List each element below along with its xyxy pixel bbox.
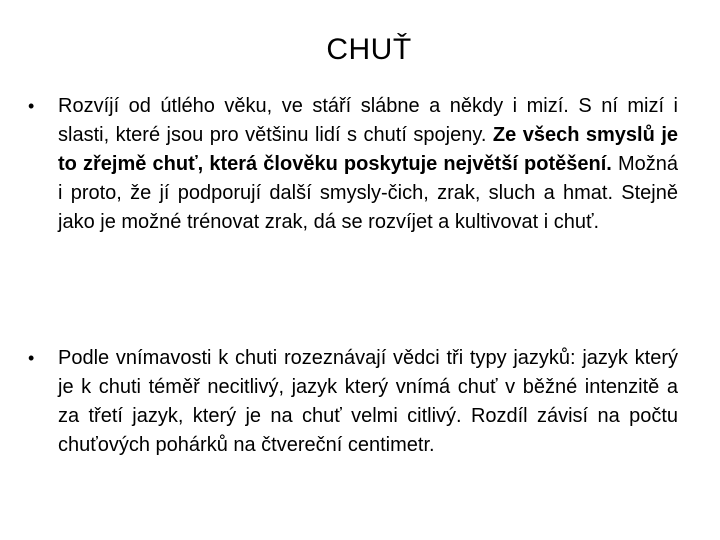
paragraph-1-text-start: Rozvíjí od útlého věku, ve stáří slábne a někdy i mizí. S ní mizí i slasti, které jsou pro většinu lidí s chutí spojeny. [58, 95, 678, 146]
paragraph-1-text-end: Možná i proto, že jí podporují další smysly-čich, zrak, sluch a hmat. Stejně jako je možné trénovat zrak, dá se rozvíjet a kultivovat i chuť. [58, 153, 678, 233]
bullet-paragraph-2 [28, 344, 678, 460]
paragraph-2-text: Podle vnímavosti k chuti rozeznávají vědci tři typy jazyků: jazyk který je k chuti téměř necitlivý, jazyk který vnímá chuť v běžné intenzitě a za třetí jazyk, který je na chuť velmi citlivý. Rozdíl závisí na počtu chuťových pohárků na čtvereční centimetr. [58, 347, 678, 456]
bullet-paragraph-1 [28, 92, 678, 237]
slide-title: CHUŤ [326, 33, 412, 66]
bullet-marker: • [28, 348, 35, 368]
bullet-marker: • [28, 96, 35, 116]
paragraph-1-emphasis: Ze všech smyslů je to zřejmě chuť, která člověku poskytuje největší potěšení. [58, 124, 678, 175]
